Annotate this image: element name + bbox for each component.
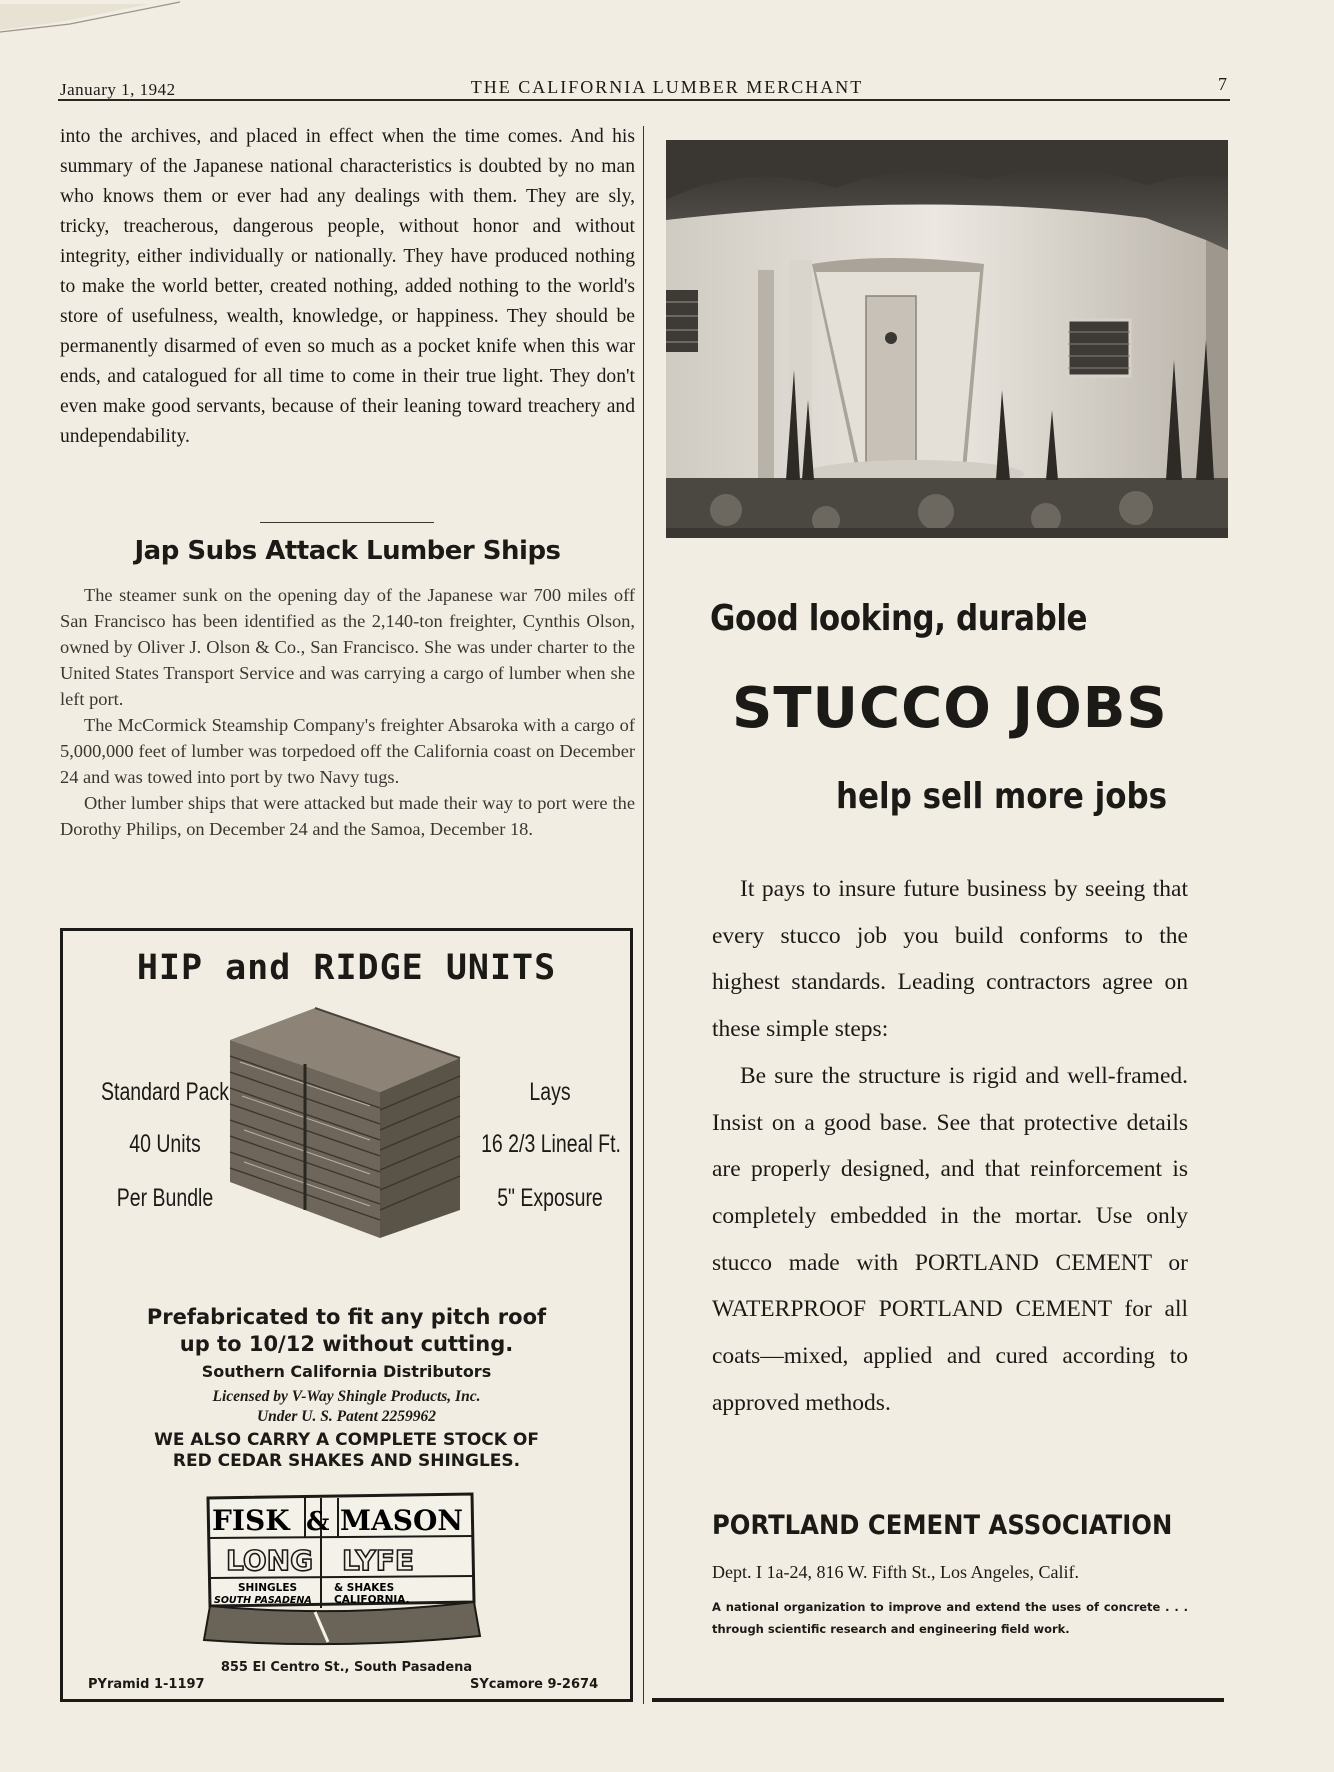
jap-subs-paragraph: The steamer sunk on the opening day of the Japanese war 700 miles off San Francisco has been identified as the 2,140-ton freighter, Cynthis Olson, owned by Oliver J. Olson & Co., San Francisco. She was under charter to the United States Transport Service and was carrying a cargo of lumber when she left port. bbox=[60, 585, 635, 709]
license-text bbox=[60, 1387, 633, 1427]
standard-pack-label: Standard Pack bbox=[101, 1078, 229, 1106]
association-name: PORTLAND CEMENT ASSOCIATION bbox=[712, 1510, 1173, 1541]
fisk-mason-logo bbox=[190, 1490, 490, 1650]
association-note: A national organization to improve and extend the uses of concrete . . . through scientific research and engineering field work. bbox=[712, 1600, 1188, 1636]
torn-corner bbox=[0, 0, 200, 70]
logo-ampersand: & bbox=[306, 1507, 330, 1537]
lineal-feet-label: 16 2/3 Lineal Ft. bbox=[481, 1130, 621, 1158]
issue-date: January 1, 1942 bbox=[60, 80, 176, 99]
logo-name-right: MASON bbox=[340, 1504, 463, 1537]
distributor-address: 855 El Centro St., South Pasadena bbox=[220, 1660, 473, 1675]
column-divider bbox=[643, 126, 644, 1704]
stucco-paragraph: It pays to insure future business by seeing that every stucco job you build conforms to the highest standards. Leading contractors agree on these simple steps: bbox=[712, 876, 1188, 1043]
article-continued-text: into the archives, and placed in effect when the time comes. And his summary of the Japanese national characteristics is doubted by no man who knows them or ever had any dealings with them. They are sly, tricky, treacherous, dangerous people, without honor and without integrity, either individually or nationally. They have produced nothing to make the world better, created nothing, added nothing to the world's store of usefulness, wealth, knowledge, or happiness. They should be permanently disarmed of even so much as a pocket knife when this war ends, and catalogued for all time to come in their true light. They don't even make good servants, because of their leaning toward treachery and undependability. bbox=[60, 126, 635, 447]
header-rule bbox=[58, 99, 1230, 101]
logo-name-left: FISK bbox=[212, 1504, 290, 1537]
phone-sycamore: SYcamore 9-2674 bbox=[470, 1677, 599, 1692]
logo-sub-left-1: SHINGLES bbox=[238, 1582, 298, 1594]
stucco-paragraph: Be sure the structure is rigid and well-framed. Insist on a good base. See that protective details are properly designed, and that reinforcement is completely embedded in the mortar. Use only stucco made with PORTLAND CEMENT or WATERPROOF PORTLAND CEMENT for all coats—mixed, applied and cured according to approved methods. bbox=[712, 1062, 1188, 1416]
stucco-body bbox=[712, 866, 1188, 1426]
stucco-headline-2: STUCCO JOBS bbox=[732, 676, 1168, 741]
exposure-label: 5" Exposure bbox=[497, 1184, 603, 1212]
association-address: Dept. I 1a-24, 816 W. Fifth St., Los Angeles, Calif. bbox=[712, 1562, 1079, 1582]
jap-subs-headline: Jap Subs Attack Lumber Ships bbox=[134, 536, 561, 566]
stock-line: WE ALSO CARRY A COMPLETE STOCK OF bbox=[154, 1430, 539, 1450]
license-line: Under U. S. Patent 2259962 bbox=[256, 1408, 437, 1425]
stucco-headline-1: Good looking, durable bbox=[710, 598, 1088, 639]
jap-subs-paragraph: Other lumber ships that were attacked but made their way to port were the Dorothy Philips, on December 24 and the Samoa, December 18. bbox=[60, 793, 635, 839]
logo-sub-left-2: SOUTH PASADENA bbox=[214, 1595, 312, 1606]
distributors-label: Southern California Distributors bbox=[201, 1362, 492, 1381]
bottom-rule bbox=[652, 1698, 1224, 1702]
logo-brand-left: LONG bbox=[226, 1544, 314, 1577]
shingle-bundle-illustration bbox=[220, 1000, 470, 1250]
stucco-house-photo bbox=[666, 140, 1228, 538]
stock-text bbox=[60, 1430, 633, 1472]
units-count-label: 40 Units bbox=[129, 1130, 201, 1158]
prefab-line: Prefabricated to fit any pitch roof bbox=[146, 1305, 547, 1329]
phone-pyramid: PYramid 1-1197 bbox=[88, 1677, 205, 1692]
stock-line: RED CEDAR SHAKES AND SHINGLES. bbox=[172, 1451, 521, 1471]
license-line: Licensed by V-Way Shingle Products, Inc. bbox=[212, 1388, 481, 1405]
prefab-line: up to 10/12 without cutting. bbox=[179, 1332, 514, 1356]
hip-ridge-title: HIP and RIDGE UNITS bbox=[136, 948, 557, 988]
lays-label: Lays bbox=[529, 1078, 571, 1106]
jap-subs-paragraph: The McCormick Steamship Company's freighter Absaroka with a cargo of 5,000,000 feet of lumber was torpedoed off the California coast on December 24 and was towed into port by two Navy tugs. bbox=[60, 715, 635, 787]
page-number: 7 bbox=[1218, 74, 1227, 94]
publication-title: THE CALIFORNIA LUMBER MERCHANT bbox=[470, 77, 864, 97]
logo-sub-right-1: & SHAKES bbox=[334, 1582, 395, 1594]
article-separator bbox=[260, 522, 434, 523]
stucco-headline-3: help sell more jobs bbox=[836, 776, 1168, 817]
jap-subs-body bbox=[60, 582, 635, 842]
per-bundle-label: Per Bundle bbox=[116, 1184, 214, 1212]
logo-sub-right-2: CALIFORNIA. bbox=[334, 1594, 410, 1606]
prefab-text bbox=[60, 1304, 633, 1358]
logo-brand-right: LYFE bbox=[342, 1544, 415, 1577]
